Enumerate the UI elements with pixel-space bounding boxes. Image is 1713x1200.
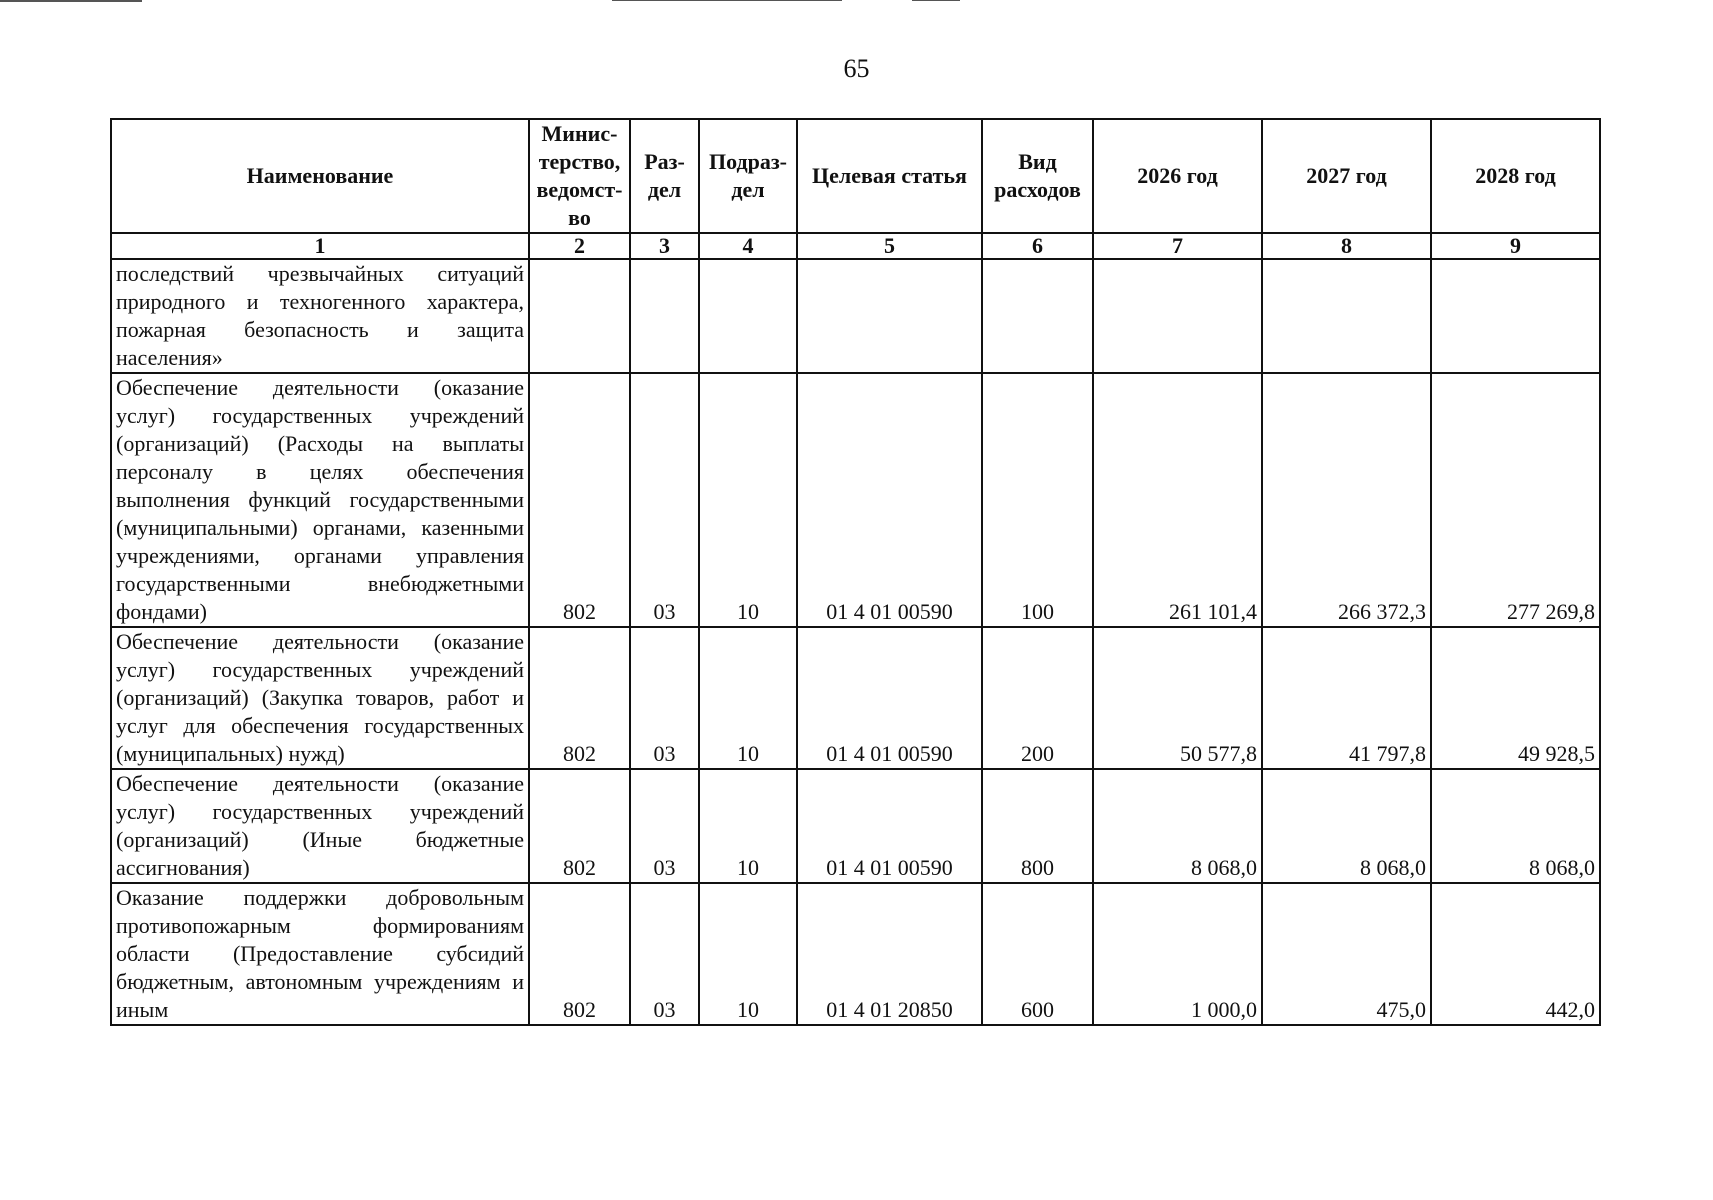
row-subsection: 10 bbox=[699, 769, 797, 883]
row-name: Обеспечение деятельности (оказание услуг) государственных учреждений (организаций) (Закупка товаров, работ и услуг для обеспечения государственных (муниципальных) нужд) bbox=[111, 627, 529, 769]
row-expense-type: 100 bbox=[982, 373, 1093, 627]
table-row bbox=[111, 769, 1600, 883]
row-2027: 8 068,0 bbox=[1262, 769, 1431, 883]
header-subsection: Подраз-дел bbox=[699, 119, 797, 233]
column-number: 4 bbox=[699, 233, 797, 259]
row-name: Обеспечение деятельности (оказание услуг) государственных учреждений (организаций) (Иные бюджетные ассигнования) bbox=[111, 769, 529, 883]
row-2027: 266 372,3 bbox=[1262, 373, 1431, 627]
row-target: 01 4 01 00590 bbox=[797, 627, 982, 769]
row-2027: 41 797,8 bbox=[1262, 627, 1431, 769]
row-2026: 50 577,8 bbox=[1093, 627, 1262, 769]
row-2028: 49 928,5 bbox=[1431, 627, 1600, 769]
row-name: последствий чрезвычайных ситуаций природного и техногенного характера, пожарная безопасность и защита населения» bbox=[111, 259, 529, 373]
column-number: 9 bbox=[1431, 233, 1600, 259]
row-name: Обеспечение деятельности (оказание услуг) государственных учреждений (организаций) (Расходы на выплаты персоналу в целях обеспечения выполнения функций государственными (муниципальными) органами, казенными учреждениями, органами управления государственными внебюджетными фондами) bbox=[111, 373, 529, 627]
row-2028 bbox=[1431, 259, 1600, 373]
header-section: Раз-дел bbox=[630, 119, 699, 233]
page-number: 65 bbox=[843, 54, 870, 83]
column-number: 7 bbox=[1093, 233, 1262, 259]
column-number: 5 bbox=[797, 233, 982, 259]
table-row bbox=[111, 373, 1600, 627]
row-ministry: 802 bbox=[529, 769, 630, 883]
row-2028: 442,0 bbox=[1431, 883, 1600, 1025]
table-row bbox=[111, 627, 1600, 769]
row-subsection bbox=[699, 259, 797, 373]
row-subsection: 10 bbox=[699, 373, 797, 627]
budget-table bbox=[110, 118, 1601, 1026]
row-expense-type: 600 bbox=[982, 883, 1093, 1025]
row-2026: 261 101,4 bbox=[1093, 373, 1262, 627]
row-2028: 277 269,8 bbox=[1431, 373, 1600, 627]
row-2027 bbox=[1262, 259, 1431, 373]
row-2026 bbox=[1093, 259, 1262, 373]
row-target: 01 4 01 20850 bbox=[797, 883, 982, 1025]
column-number-row bbox=[111, 233, 1600, 259]
row-2026: 8 068,0 bbox=[1093, 769, 1262, 883]
row-subsection: 10 bbox=[699, 627, 797, 769]
header-expense-type: Вид расходов bbox=[982, 119, 1093, 233]
row-expense-type: 800 bbox=[982, 769, 1093, 883]
row-subsection: 10 bbox=[699, 883, 797, 1025]
header-target: Целевая статья bbox=[797, 119, 982, 233]
scan-artifact-line bbox=[0, 0, 142, 2]
scan-artifact-line bbox=[612, 0, 842, 1]
column-number: 1 bbox=[111, 233, 529, 259]
scan-artifact-line bbox=[912, 0, 960, 1]
row-2027: 475,0 bbox=[1262, 883, 1431, 1025]
header-2027: 2027 год bbox=[1262, 119, 1431, 233]
column-number: 8 bbox=[1262, 233, 1431, 259]
row-ministry bbox=[529, 259, 630, 373]
row-2026: 1 000,0 bbox=[1093, 883, 1262, 1025]
row-section: 03 bbox=[630, 373, 699, 627]
row-2028: 8 068,0 bbox=[1431, 769, 1600, 883]
row-target: 01 4 01 00590 bbox=[797, 373, 982, 627]
column-number: 2 bbox=[529, 233, 630, 259]
row-ministry: 802 bbox=[529, 883, 630, 1025]
header-2026: 2026 год bbox=[1093, 119, 1262, 233]
column-number: 3 bbox=[630, 233, 699, 259]
row-expense-type bbox=[982, 259, 1093, 373]
row-section: 03 bbox=[630, 769, 699, 883]
header-row bbox=[111, 119, 1600, 233]
header-name: Наименование bbox=[111, 119, 529, 233]
header-2028: 2028 год bbox=[1431, 119, 1600, 233]
table-row bbox=[111, 883, 1600, 1025]
row-name: Оказание поддержки добровольным противопожарным формированиям области (Предоставление субсидий бюджетным, автономным учреждениям и иным bbox=[111, 883, 529, 1025]
row-section: 03 bbox=[630, 883, 699, 1025]
header-ministry: Минис-терство, ведомст-во bbox=[529, 119, 630, 233]
row-ministry: 802 bbox=[529, 373, 630, 627]
table-row bbox=[111, 259, 1600, 373]
column-number: 6 bbox=[982, 233, 1093, 259]
row-target: 01 4 01 00590 bbox=[797, 769, 982, 883]
row-section: 03 bbox=[630, 627, 699, 769]
row-ministry: 802 bbox=[529, 627, 630, 769]
row-target bbox=[797, 259, 982, 373]
row-expense-type: 200 bbox=[982, 627, 1093, 769]
row-section bbox=[630, 259, 699, 373]
